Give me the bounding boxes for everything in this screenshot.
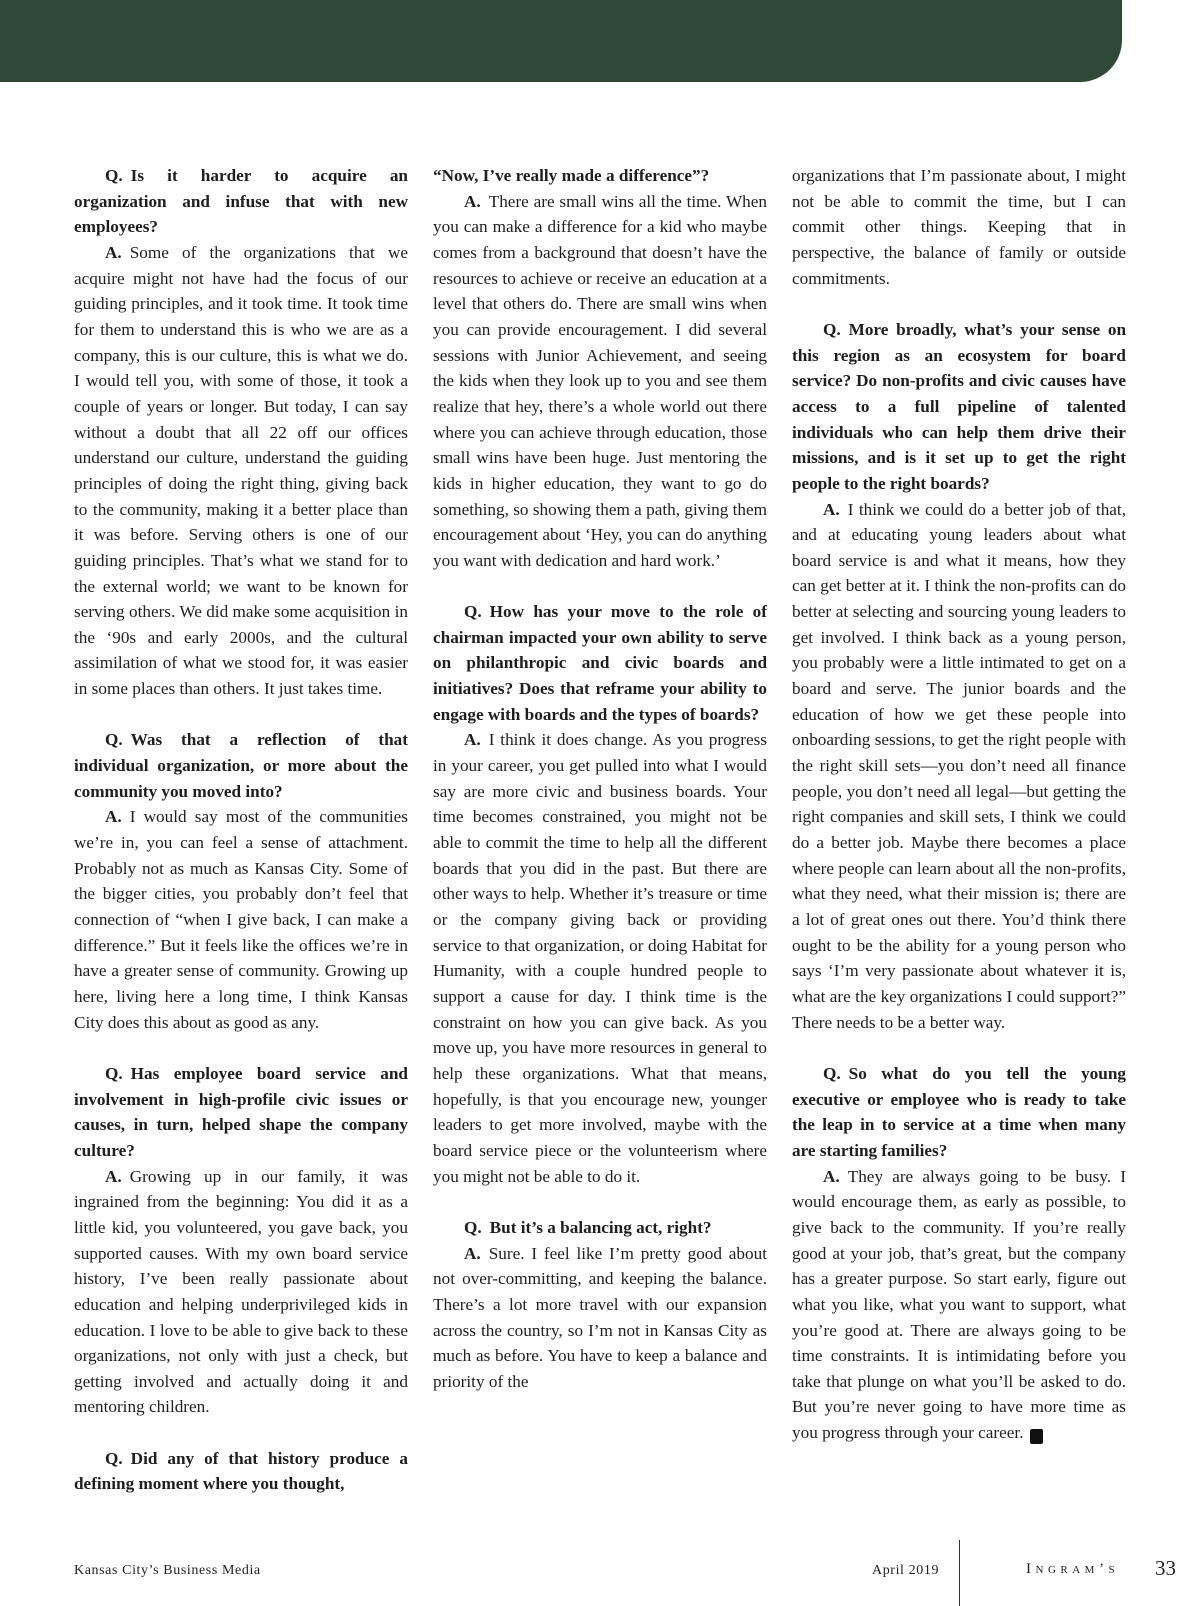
question-label: Q. [823, 319, 841, 339]
footer-magazine-name: Ingram’s [1026, 1561, 1120, 1577]
answer-label: A. [105, 807, 122, 827]
paragraph-spacer [74, 1420, 408, 1446]
answer-label: A. [105, 1166, 122, 1186]
footer-divider [959, 1540, 960, 1606]
answer-label: A. [823, 499, 840, 519]
question-text: But it’s a balancing act, right? [489, 1217, 712, 1237]
answer-text: There are small wins all the time. When you can make a difference for a kid who maybe comes from a background that doesn’t have the resources to achieve or receive an education at a level that others do. There are small wins when you can provide encouragement. I did several sessions with Junior Achievement, and seeing the kids when they look up to you and see them realize that hey, there’s a whole world out there where you can achieve through education, those small wins have been huge. Just mentoring the kids in higher education, they want to go do something, so showing them a path, giving them encouragement about ‘Hey, you can do anything you want with dedication and hard work.’ [433, 191, 767, 570]
page-number: 33 [1155, 1556, 1176, 1580]
footer-publisher: Kansas City’s Business Media [74, 1563, 261, 1578]
article-column-3 [792, 163, 1126, 1446]
answer-text: Some of the organizations that we acquire might not have had the focus of our guiding principles, and it took time. It took time for them to understand this is who we are as a company, this is our culture, this is what we do. I would tell you, with some of those, it took a couple of years or longer. But today, I can say without a doubt that all 22 off our offices understand our culture, understand the guiding principles of doing the right thing, giving back to the community, making it a better place than it was before. Serving others is one of our guiding principles. That’s what we stand for to the external world; we want to be known for serving others. We did make some acquisition in the ‘90s and early 2000s, and the cultural assimilation of what we stood for, it was easier in some places than others. It just takes time. [74, 242, 408, 699]
paragraph-spacer [74, 1035, 408, 1061]
answer-paragraph [792, 1164, 1126, 1446]
answer-label: A. [464, 1243, 481, 1263]
question-paragraph [74, 1061, 408, 1164]
question-text: Has employee board service and involvement in high-profile civic issues or causes, in turn, helped shape the company culture? [74, 1063, 408, 1160]
article-column-2 [433, 163, 767, 1394]
answer-text: I think it does change. As you progress in your career, you get pulled into what I would say are more civic and business boards. Your time becomes constrained, you might not be able to commit the time to help all the different boards that you did in the past. But there are other ways to help. Whether it’s treasure or time or the company giving back or providing service to that organization, or doing Habitat for Humanity, with a couple hundred people to support a cause for day. I think time is the constraint on how you can give back. As you move up, you have more resources in general to help these organizations. What that means, hopefully, is that you encourage new, younger leaders to get more involved, maybe with the board service piece or the volunteerism where you might not be able to do it. [433, 730, 767, 1186]
question-label: Q. [464, 602, 482, 622]
question-text: Is it harder to acquire an organization and infuse that with new employees? [74, 166, 408, 237]
question-paragraph [792, 317, 1126, 497]
paragraph-spacer [792, 1035, 1126, 1061]
footer-date: April 2019 [872, 1563, 940, 1578]
answer-text: They are always going to be busy. I would encourage them, as early as possible, to give back to the community. If you’re really good at your job, that’s great, but the company has a greater purpose. So start early, figure out what you like, what you want to support, what you’re good at. There are always going to be time constraints. It is intimidating before you take that plunge on what you’ll be asked to do. But you’re never going to have more time as you progress through your career. [792, 1166, 1126, 1443]
question-text: How has your move to the role of chairman impacted your own ability to serve on philanthropic and civic boards and initiatives? Does that reframe your ability to engage with boards and the types of boards? [433, 602, 767, 724]
paragraph-spacer [74, 702, 408, 728]
question-paragraph [433, 599, 767, 727]
question-label: Q. [105, 1063, 123, 1083]
question-text: Was that a reflection of that individual organization, or more about the community you moved into? [74, 730, 408, 801]
answer-paragraph [74, 1164, 408, 1421]
header-color-band [0, 0, 1122, 82]
question-paragraph [74, 727, 408, 804]
question-label: Q. [105, 166, 123, 185]
answer-text: Sure. I feel like I’m pretty good about not over-committing, and keeping the balance. There’s a lot more travel with our expansion across the country, so I’m not in Kansas City as much as before. You have to keep a balance and priority of the [433, 1243, 767, 1391]
answer-paragraph [792, 497, 1126, 1036]
paragraph-spacer [433, 574, 767, 600]
answer-paragraph [433, 189, 767, 574]
answer-paragraph [433, 1241, 767, 1395]
answer-label: A. [823, 1166, 840, 1186]
question-text: So what do you tell the young executive or employee who is ready to take the leap in to service at a time when many are starting families? [792, 1063, 1126, 1160]
end-of-article-icon: I [1030, 1429, 1043, 1444]
question-label: Q. [105, 1448, 123, 1468]
answer-label: A. [105, 242, 122, 262]
question-paragraph [74, 163, 408, 240]
article-column-1 [74, 163, 408, 1497]
question-paragraph [433, 1215, 767, 1241]
question-label: Q. [105, 730, 123, 750]
question-paragraph [792, 1061, 1126, 1164]
question-text: Did any of that history produce a defining moment where you thought, [74, 1448, 408, 1494]
question-continuation: “Now, I’ve really made a difference”? [433, 166, 710, 185]
answer-paragraph [433, 727, 767, 1189]
answer-paragraph [74, 804, 408, 1035]
question-text: More broadly, what’s your sense on this region as an ecosystem for board service? Do non-profits and civic causes have access to a full pipeline of talented individuals who can help them drive their missions, and is it set up to get the right people to the right boards? [792, 319, 1126, 493]
answer-paragraph [74, 240, 408, 702]
answer-label: A. [464, 191, 481, 211]
answer-text: Growing up in our family, it was ingrained from the beginning: You did it as a little kid, you volunteered, you gave back, you supported causes. With my own board service history, I’ve been really passionate about education and helping underprivileged kids in education. I love to be able to give back to these organizations, not only with just a check, but getting involved and actually doing it and mentoring children. [74, 1166, 408, 1417]
question-label: Q. [464, 1217, 482, 1237]
question-label: Q. [823, 1063, 841, 1083]
paragraph-spacer [792, 291, 1126, 317]
paragraph-spacer [433, 1189, 767, 1215]
answer-text: I would say most of the communities we’re in, you can feel a sense of attachment. Probably not as much as Kansas City. Some of the bigger cities, you probably don’t feel that connection of “when I give back, I can make a difference.” But it feels like the offices we’re in have a greater sense of community. Growing up here, living here a long time, I think Kansas City does this about as good as any. [74, 807, 408, 1032]
answer-text: I think we could do a better job of that, and at educating young leaders about what board service is and what it means, how they can get better at it. I think the non-profits can do better at selecting and sourcing young leaders to get involved. I think back as a young person, you probably were a little intimated to get on a board and serve. The junior boards and the education of how we get these people into onboarding sessions, to get the right people with the right skill sets—you don’t need all finance people, you don’t need all legal—but getting the right companies and skill sets, I think we could do a better job. Maybe there becomes a place where people can learn about all the non-profits, what they need, what their mission is; there are a lot of great ones out there. You’d think there ought to be the ability for a young person who says ‘I’m very passionate about whatever it is, what are the key organizations I could support?” There needs to be a better way. [792, 499, 1126, 1032]
question-paragraph [74, 1446, 408, 1497]
answer-label: A. [464, 730, 481, 750]
answer-continuation: organizations that I’m passionate about, I might not be able to commit the time, but I can commit other things. Keeping that in perspective, the balance of family or outside commitments. [792, 166, 1126, 288]
